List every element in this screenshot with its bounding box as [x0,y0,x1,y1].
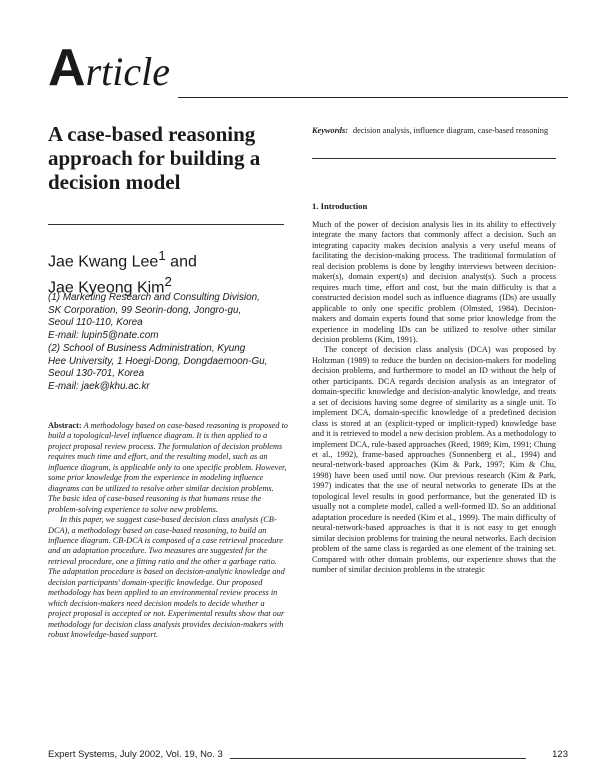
affiliation-line: Seoul 110-110, Korea [48,317,143,329]
body-text [312,220,556,575]
author-1-name: Jae Kwang Lee [48,253,159,271]
affiliation-line: (2) School of Business Administration, Kyung [48,342,246,354]
section-label-rest: rticle [85,49,170,94]
affiliation-line: (1) Marketing Research and Consulting Division, [48,292,260,303]
abstract-label: Abstract: [48,421,82,430]
keywords [312,126,556,137]
header-rule [178,97,568,98]
author-2-email[interactable]: E-mail: jaek@khu.ac.kr [48,380,150,392]
author-2-name: Jae Kyeong Kim [48,279,165,297]
section-label-initial: A [48,39,86,97]
page-footer [48,749,568,763]
footer-rule [230,758,526,759]
abstract-text-1: A methodology based on case-based reasoning is proposed to build a topological-level influence diagram. It is then applied to a project proposal review process. The formulation of decision problems requires much time and effort, and the resulting model, such as an influence diagram, is applicable only to one specific problem. However, some prior knowledge from the experience in modeling influence diagrams can be utilized to resolve other similar decision problems. The basic idea of case-based reasoning is that humans reuse the problem-solving experience to solve new problems. [48,421,288,514]
affiliations [48,292,288,394]
section-label [48,39,170,97]
title-divider [48,224,284,225]
author-list [48,246,288,299]
author-line-1 [48,246,288,272]
author-1-marker: 1 [158,248,166,263]
keywords-label: Keywords: [312,126,348,135]
footer-journal: Expert Systems, July 2002, Vol. 19, No. 3 [48,749,223,760]
keywords-divider [312,158,556,159]
keywords-text: decision analysis, influence diagram, case-based reasoning [352,126,549,135]
article-header [48,39,568,110]
body-paragraph: Much of the power of decision analysis lies in its ability to effectively integrate the many factors that commonly affect a decision. Such an integrating capacity makes decision analysis a very useful means of facilitating the decision-making process. The traditional formulation of real decision problems is done by lengthy interviews between decision-maker(s), domain expert(s) and decision analyst(s). Such a process requires much time, effort and cost, but the main difficulty is that a constructed decision model such as influence diagrams (IDs) are usually applicable to only one specific problem (Olmsted, 1984). Decision-makers and domain experts found that some prior knowledge from the experience in modeling IDs can be utilized to resolve other similar decision problems (Kim, 1991). [312,220,556,344]
body-paragraph: The concept of decision class analysis (DCA) was proposed by Holtzman (1989) to reduce the burden on decision-makers for modeling decision problems, and furthermore to model an ID without the help of other participants. DCA regards decision analysis as an integrator of domain-specific knowledge and decision-analytic knowledge, and treats a set of decisions having some degree of similarity as a single unit. To implement DCA, domain-specific knowledge of a predefined decision class is stored at an (explicit-typed or implicit-typed) knowledge base and it is retrieved to model a new decision problem. As a methodology to implement DCA, rule-based approaches (Reed, 1989; Kim, 1991; Chung et al., 1992), frame-based approaches (Sonnenberg et al., 1994) and neural-network-based approaches (Kim & Park, 1997; Kim & Chu, 1998) have been used until now. Our previous research (Kim & Park, 1997) indicates that the use of neural networks to generate IDs at the topological level results in good performance, but the generated ID is usually not a complete model, called a well-formed ID. So an additional adaptation procedure is needed (Kim et al., 1999). The main difficulty of neural-network-based approaches is that it is not easy to get enough similar decision problems for training the neural networks. Each decision problem of the same class is regarded as one element of the training set. Compared with other domain problems, our experience shows that the number of similar decision problems in the strategic [312,345,556,574]
affiliation-line: Hee University, 1 Hoegi-Dong, Dongdaemoon-Gu, [48,355,268,367]
author-2-marker: 2 [164,274,172,290]
article-title: A case-based reasoning approach for building a decision model [48,122,261,194]
abstract-paragraph: In this paper, we suggest case-based decision class analysis (CB-DCA), a methodology based on case-based reasoning, to build an influence diagram. CB-DCA is composed of a case retrieval procedure and an adaptation procedure. Two measures are suggested for the retrieval procedure, one a fitting ratio and the other a garbage ratio. The adaptation procedure is based on decision-analytic knowledge and decision participants' domain-specific knowledge. Our proposed methodology has been applied to an environmental review process in which decision-makers need decision models to decide whether a project proposal is accepted or not. Experimental results show that our methodology for decision class analysis provides decision-makers with robust knowledge-based support. [48,515,285,640]
affiliation-line: SK Corporation, 99 Seorin-dong, Jongro-gu, [48,304,242,316]
affiliation-line: Seoul 130-701, Korea [48,368,145,380]
abstract [48,421,288,641]
author-1-email[interactable]: E-mail: lupin5@nate.com [48,330,159,342]
page-number: 123 [552,749,568,760]
abstract-paragraph [48,421,288,515]
author-1-suffix: and [165,253,197,271]
section-heading: 1. Introduction [312,201,368,211]
